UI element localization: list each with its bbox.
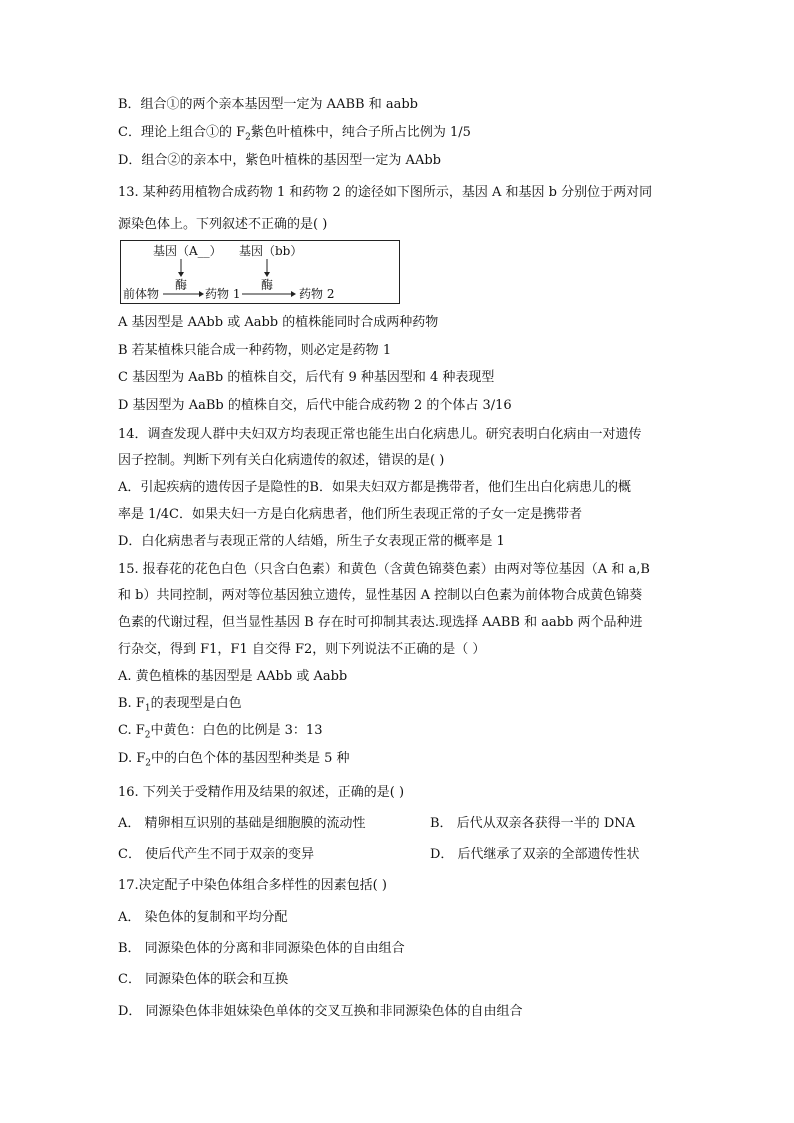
drug-2-label: 药物 2 xyxy=(299,287,335,301)
q16-stem: 16. 下列关于受精作用及结果的叙述，正确的是( ) xyxy=(118,785,405,800)
q12-option-b: B．组合①的两个亲本基因型一定为 AABB 和 aabb xyxy=(118,97,418,112)
q15-option-d-subscript: 2 xyxy=(145,758,151,769)
q13-stem-line1: 13. 某种药用植物合成药物 1 和药物 2 的途径如下图所示，基因 A 和基因 b 分别位于两对同 xyxy=(118,185,653,200)
q16-option-a: A． 精卵相互识别的基础是细胞膜的流动性 xyxy=(118,816,366,831)
q13-option-a: A 基因型是 AAbb 或 Aabb 的植株能同时合成两种药物 xyxy=(118,315,439,330)
q15-option-d xyxy=(118,750,350,773)
q16-option-d: D． 后代继承了双亲的全部遗传性状 xyxy=(430,847,640,862)
q12-option-d: D．组合②的亲本中，紫色叶植株的基因型一定为 AAbb xyxy=(118,153,441,168)
q13-option-c: C 基因型为 AaBb 的植株自交，后代有 9 种基因型和 4 种表现型 xyxy=(118,370,495,385)
q12-option-c-text-2: 紫色叶植株中，纯合子所占比例为 1/5 xyxy=(250,125,471,140)
q13-pathway-diagram xyxy=(120,240,400,304)
q12-option-c xyxy=(118,124,471,147)
q15-line4: 行杂交，得到 F1，F1 自交得 F2，则下列说法不正确的是（ ） xyxy=(118,642,486,657)
q15-option-d-text: D. F xyxy=(118,751,146,766)
gene-a-label: 基因（A__） xyxy=(153,244,222,258)
enzyme-1-label: 酶 xyxy=(175,278,188,292)
q14-line5: D．白化病患者与表现正常的人结婚，所生子女表现正常的概率是 1 xyxy=(118,534,505,549)
q17-option-d: D． 同源染色体非姐妹染色单体的交叉互换和非同源染色体的自由组合 xyxy=(118,1004,523,1019)
pathway-arrows xyxy=(121,241,401,305)
q15-option-c xyxy=(118,722,322,745)
q15-line1: 15. 报春花的花色白色（只含白色素）和黄色（含黄色锦葵色素）由两对等位基因（A 和 a,B xyxy=(118,562,650,577)
q15-option-b-subscript: 1 xyxy=(144,703,151,714)
q15-option-c-subscript: 2 xyxy=(144,730,151,741)
q14-line2: 因子控制。判断下列有关白化病遗传的叙述，错误的是( ) xyxy=(118,453,445,468)
q15-line2: 和 b）共同控制，两对等位基因独立遗传，显性基因 A 控制以白色素为前体物合成黄色锦葵 xyxy=(118,588,643,603)
precursor-label: 前体物 xyxy=(123,287,160,301)
q15-option-c-text-2: 中黄色：白色的比例是 3：13 xyxy=(150,723,323,738)
drug-1-label: 药物 1 xyxy=(205,287,241,301)
q15-option-b-text: B. F xyxy=(118,696,145,711)
q16-option-b: B． 后代从双亲各获得一半的 DNA xyxy=(430,816,636,831)
precursor-to-drug1-arrowhead xyxy=(199,291,204,297)
q12-option-c-text: C．理论上组合①的 F xyxy=(118,125,246,140)
gene-b-label: 基因（bb） xyxy=(239,244,303,258)
q15-line3: 色素的代谢过程，但当显性基因 B 存在时可抑制其表达.现选择 AABB 和 aabb 两个品种进 xyxy=(118,615,643,630)
q14-line1: 14．调查发现人群中夫妇双方均表现正常也能生出白化病患儿。研究表明白化病由一对遗传 xyxy=(118,427,642,442)
q17-stem: 17.决定配子中染色体组合多样性的因素包括( ) xyxy=(118,878,387,893)
q16-option-c: C． 使后代产生不同于双亲的变异 xyxy=(118,847,315,862)
q12-option-c-subscript: 2 xyxy=(245,132,251,143)
q15-option-b-text-2: 的表现型是白色 xyxy=(150,696,242,711)
q15-option-c-text: C. F xyxy=(118,723,145,738)
enzyme-2-label: 酶 xyxy=(261,278,274,292)
q14-line3: A．引起疾病的遗传因子是隐性的B．如果夫妇双方都是携带者，他们生出白化病患儿的概 xyxy=(118,480,631,495)
q15-option-b xyxy=(118,695,242,718)
q13-option-b: B 若某植株只能合成一种药物，则必定是药物 1 xyxy=(118,343,392,358)
q15-option-d-text-2: 中的白色个体的基因型种类是 5 种 xyxy=(150,751,350,766)
q17-option-a: A． 染色体的复制和平均分配 xyxy=(118,910,288,925)
gene-a-arrowhead xyxy=(178,272,184,277)
q13-stem-line2: 源染色体上。下列叙述不正确的是( ) xyxy=(118,217,328,232)
drug1-to-drug2-arrowhead xyxy=(291,291,296,297)
q14-line4: 率是 1/4C．如果夫妇一方是白化病患者，他们所生表现正常的子女一定是携带者 xyxy=(118,507,583,522)
gene-b-arrowhead xyxy=(264,272,270,277)
q15-option-a: A. 黄色植株的基因型是 AAbb 或 Aabb xyxy=(118,669,348,684)
q17-option-c: C． 同源染色体的联会和互换 xyxy=(118,972,289,987)
q13-option-d: D 基因型为 AaBb 的植株自交，后代中能合成药物 2 的个体占 3/16 xyxy=(118,398,512,413)
q17-option-b: B． 同源染色体的分离和非同源染色体的自由组合 xyxy=(118,941,405,956)
